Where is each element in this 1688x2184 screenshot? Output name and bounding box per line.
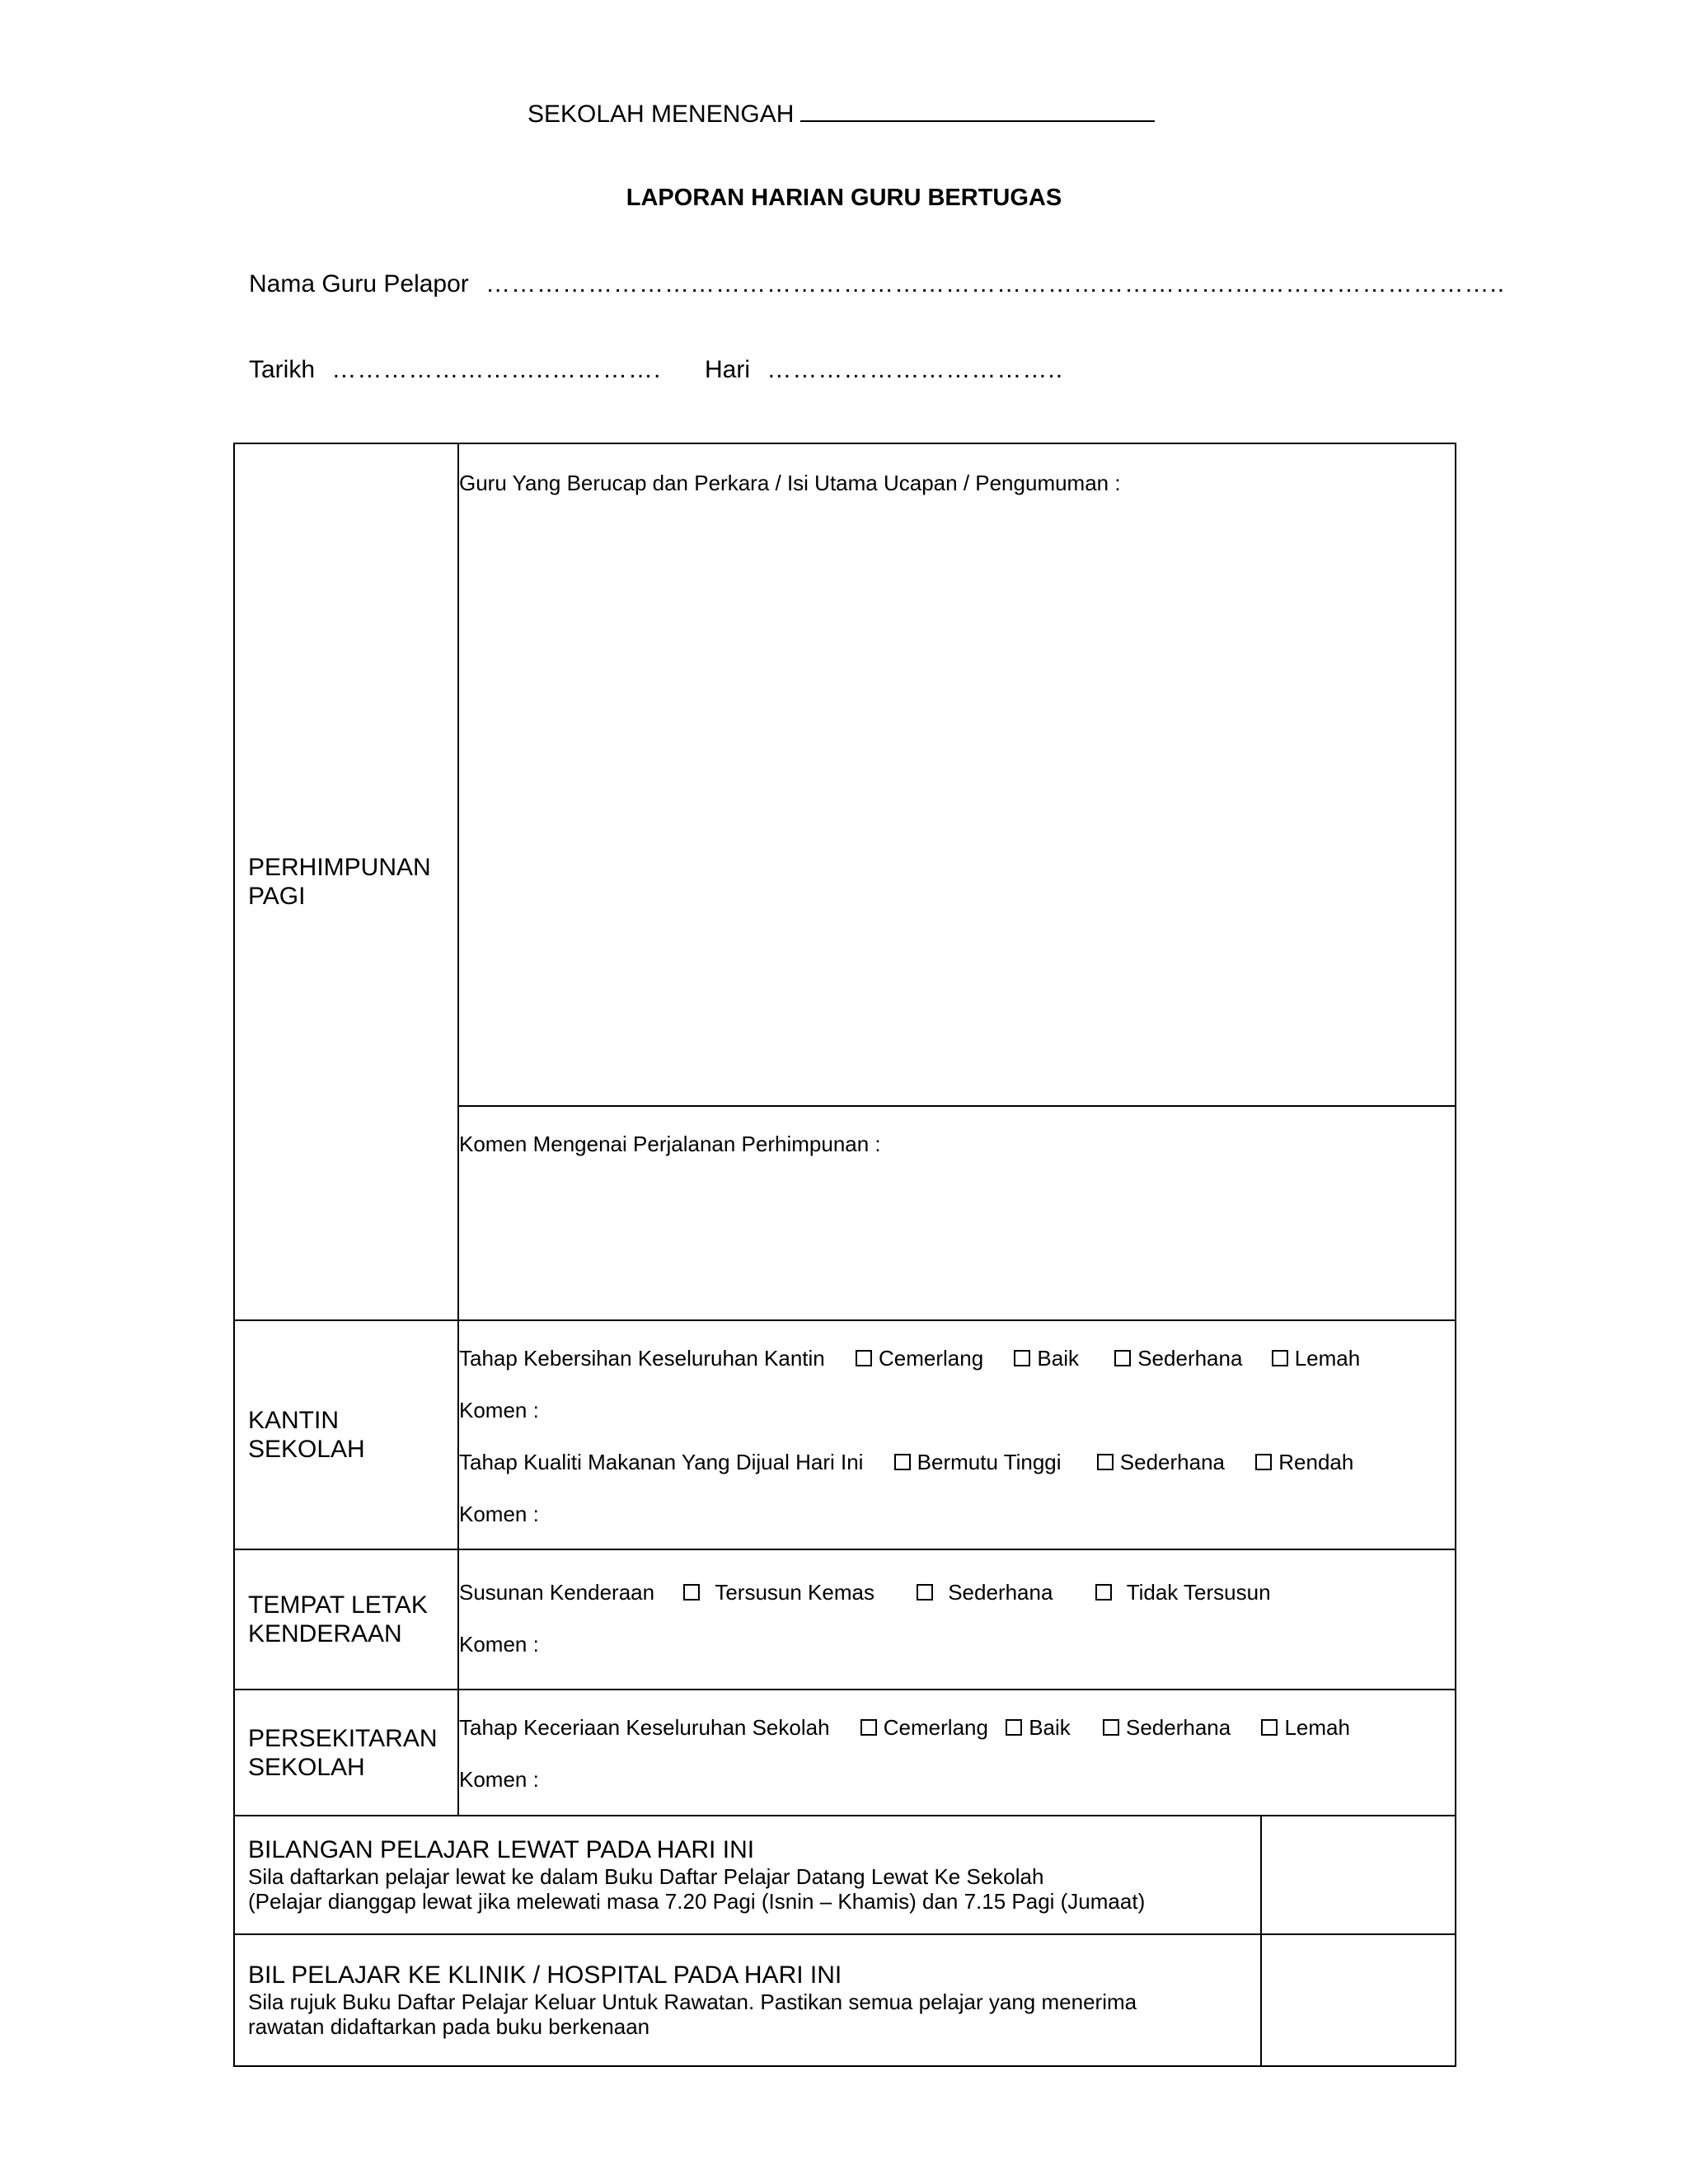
checkbox-icon[interactable]	[683, 1584, 700, 1601]
kenderaan-label-cell	[234, 1549, 458, 1690]
kebersihan-option-cemerlang[interactable]: Cemerlang	[856, 1346, 983, 1371]
lewat-line-2: (Pelajar dianggap lewat jika melewati masa 7.20 Pagi (Isnin – Khamis) dan 7.15 Pagi (Jumaat)	[248, 1889, 1146, 1914]
kenderaan-label-1: TEMPAT LETAK	[248, 1591, 428, 1619]
ucapan-cell[interactable]	[458, 443, 1456, 1106]
kantin-row	[234, 1320, 1456, 1549]
kantin-label-2: SEKOLAH	[248, 1436, 365, 1463]
susunan-option-kemas[interactable]: Tersusun Kemas	[683, 1580, 874, 1605]
persekitaran-row	[234, 1690, 1456, 1816]
school-name-line	[528, 99, 1155, 129]
persekitaran-content	[458, 1690, 1456, 1816]
klinik-line-1: Sila rujuk Buku Daftar Pelajar Keluar Untuk Rawatan. Pastikan semua pelajar yang menerima	[248, 1990, 1137, 2014]
komen-perhimpunan-prompt: Komen Mengenai Perjalanan Perhimpunan :	[459, 1132, 881, 1156]
checkbox-icon[interactable]	[1006, 1719, 1022, 1736]
keceriaan-label: Tahap Keceriaan Keseluruhan Sekolah	[459, 1715, 830, 1740]
kebersihan-option-sederhana[interactable]: Sederhana	[1114, 1346, 1242, 1371]
report-title: LAPORAN HARIAN GURU BERTUGAS	[626, 185, 1062, 211]
checkbox-icon[interactable]	[1255, 1454, 1272, 1470]
checkbox-icon[interactable]	[860, 1719, 877, 1736]
lewat-info-cell	[234, 1816, 1261, 1934]
date-dots: ……………………..………….	[331, 356, 662, 383]
persekitaran-komen[interactable]: Komen :	[459, 1767, 539, 1792]
kualiti-label: Tahap Kualiti Makanan Yang Dijual Hari Ini	[459, 1450, 864, 1474]
checkbox-icon[interactable]	[1261, 1719, 1278, 1736]
checkbox-icon[interactable]	[1095, 1584, 1112, 1601]
keceriaan-option-cemerlang[interactable]: Cemerlang	[860, 1715, 988, 1741]
checkbox-icon[interactable]	[894, 1454, 911, 1470]
lewat-line-1: Sila daftarkan pelajar lewat ke dalam Buku Daftar Pelajar Datang Lewat Ke Sekolah	[248, 1864, 1044, 1889]
school-name-blank[interactable]	[800, 99, 1155, 122]
susunan-option-sederhana[interactable]: Sederhana	[917, 1580, 1053, 1605]
kenderaan-content	[458, 1549, 1456, 1690]
kantin-content	[458, 1320, 1456, 1549]
susunan-row	[459, 1580, 1455, 1605]
klinik-line-2: rawatan didaftarkan pada buku berkenaan	[248, 2014, 650, 2039]
kenderaan-label-2: KENDERAAN	[248, 1620, 402, 1647]
day-field[interactable]	[705, 356, 1063, 384]
persekitaran-label-cell	[234, 1690, 458, 1816]
kantin-komen-2[interactable]: Komen :	[459, 1502, 539, 1526]
kenderaan-komen[interactable]: Komen :	[459, 1632, 539, 1657]
checkbox-icon[interactable]	[917, 1584, 933, 1601]
perhimpunan-label: PERHIMPUNAN PAGI	[248, 854, 431, 910]
perhimpunan-label-cell	[234, 443, 458, 1320]
date-label: Tarikh	[249, 356, 316, 383]
klinik-info-cell	[234, 1934, 1261, 2066]
kebersihan-option-lemah[interactable]: Lemah	[1272, 1346, 1361, 1371]
persekitaran-label-1: PERSEKITARAN	[248, 1724, 438, 1752]
day-label: Hari	[705, 356, 751, 383]
klinik-title: BIL PELAJAR KE KLINIK / HOSPITAL PADA HARI INI	[248, 1961, 842, 1989]
kantin-label-1: KANTIN	[248, 1407, 340, 1434]
kebersihan-option-baik[interactable]: Baik	[1014, 1346, 1079, 1371]
klinik-row	[234, 1934, 1456, 2066]
lewat-title: BILANGAN PELAJAR LEWAT PADA HARI INI	[248, 1836, 755, 1863]
checkbox-icon[interactable]	[1272, 1350, 1288, 1366]
kualiti-option-sederhana[interactable]: Sederhana	[1097, 1450, 1225, 1475]
perhimpunan-row	[234, 443, 1456, 1106]
checkbox-icon[interactable]	[856, 1350, 872, 1366]
teacher-name-dots: …………………………………………………………………………….…………………………..	[485, 270, 1506, 298]
teacher-name-field[interactable]	[249, 270, 1505, 298]
checkbox-icon[interactable]	[1114, 1350, 1131, 1366]
lewat-count-cell[interactable]	[1261, 1816, 1456, 1934]
school-label: SEKOLAH MENENGAH	[528, 101, 795, 128]
kebersihan-row	[459, 1346, 1455, 1371]
susunan-option-tidak[interactable]: Tidak Tersusun	[1095, 1580, 1271, 1605]
keceriaan-row	[459, 1715, 1455, 1741]
susunan-label: Susunan Kenderaan	[459, 1580, 655, 1605]
keceriaan-option-baik[interactable]: Baik	[1006, 1715, 1071, 1741]
day-dots: ……………………………..	[767, 356, 1064, 383]
teacher-name-label: Nama Guru Pelapor	[249, 270, 469, 298]
ucapan-prompt: Guru Yang Berucap dan Perkara / Isi Utama Ucapan / Pengumuman :	[459, 471, 1121, 495]
kualiti-option-bermutu[interactable]: Bermutu Tinggi	[894, 1450, 1062, 1475]
checkbox-icon[interactable]	[1103, 1719, 1119, 1736]
kualiti-row	[459, 1450, 1455, 1475]
persekitaran-label-2: SEKOLAH	[248, 1753, 365, 1781]
lewat-row	[234, 1816, 1456, 1934]
keceriaan-option-lemah[interactable]: Lemah	[1261, 1715, 1350, 1741]
checkbox-icon[interactable]	[1014, 1350, 1030, 1366]
kualiti-option-rendah[interactable]: Rendah	[1255, 1450, 1353, 1475]
klinik-count-cell[interactable]	[1261, 1934, 1456, 2066]
kenderaan-row	[234, 1549, 1456, 1690]
kantin-komen-1[interactable]: Komen :	[459, 1398, 539, 1422]
kantin-label-cell	[234, 1320, 458, 1549]
kebersihan-label: Tahap Kebersihan Keseluruhan Kantin	[459, 1346, 825, 1371]
date-field[interactable]	[249, 356, 661, 384]
keceriaan-option-sederhana[interactable]: Sederhana	[1103, 1715, 1231, 1741]
komen-perhimpunan-cell[interactable]	[458, 1106, 1456, 1320]
checkbox-icon[interactable]	[1097, 1454, 1114, 1470]
report-table	[233, 443, 1456, 2067]
